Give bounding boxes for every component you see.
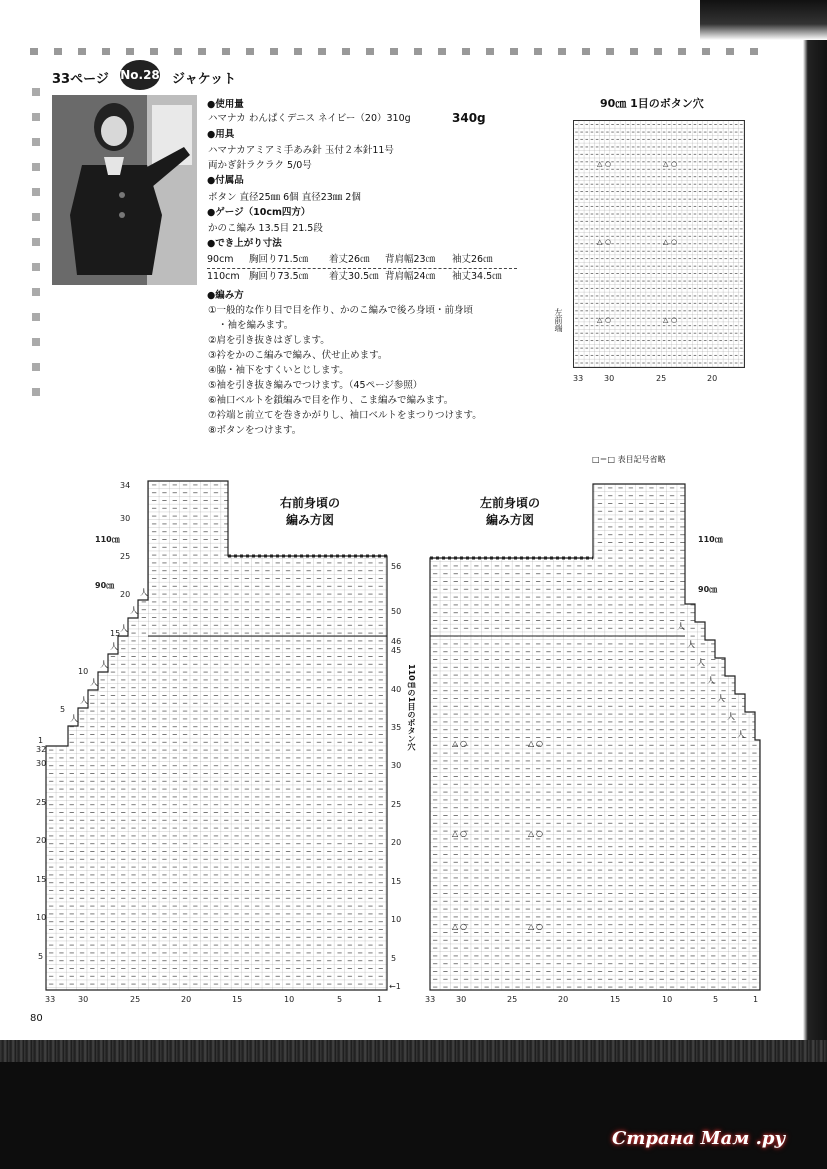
instruction-step: ③衿をかのこ編みで編み、伏せ止めます。 xyxy=(208,350,388,361)
tools-heading: ●用具 xyxy=(207,129,235,140)
yarn-line: ハマナカ わんぱくデニス ネイビー（20）310g xyxy=(208,113,411,124)
svg-text:人: 人 xyxy=(697,658,705,667)
right-stitch-label: 15 xyxy=(232,995,243,1004)
svg-text:○: ○ xyxy=(605,160,612,168)
size-divider xyxy=(207,268,517,269)
size-110-chest: 胸回り73.5㎝ xyxy=(249,271,309,282)
svg-text:○: ○ xyxy=(605,316,612,324)
notions-line: ボタン 直径25㎜ 6個 直径23㎜ 2個 xyxy=(208,192,361,203)
svg-text:△: △ xyxy=(597,316,603,324)
left-stitch-label: 1 xyxy=(753,995,759,1004)
tools-line-2: 両かぎ針ラクラク 5/0号 xyxy=(208,160,312,171)
jacket-photo xyxy=(52,95,197,285)
left-size-110-marker: 110㎝ xyxy=(698,535,723,544)
buttonhole-chart-title: 90㎝ 1目のボタン穴 xyxy=(600,97,704,110)
right-row-label-r: 20 xyxy=(391,838,402,847)
svg-text:人: 人 xyxy=(110,642,118,651)
right-row-label: 25 xyxy=(36,798,47,807)
scan-edge-top xyxy=(700,0,827,40)
right-stitch-label: 25 xyxy=(130,995,141,1004)
right-row-label-r: 25 xyxy=(391,800,402,809)
svg-text:△: △ xyxy=(663,160,669,168)
svg-text:○: ○ xyxy=(536,922,543,931)
size-110-label: 110cm xyxy=(207,271,240,282)
right-row-label: 20 xyxy=(36,836,47,845)
size-90-label: 90cm xyxy=(207,254,234,265)
svg-text:○: ○ xyxy=(671,160,678,168)
right-row-label: 5 xyxy=(60,705,66,714)
bh-stitch-label: 30 xyxy=(604,374,615,383)
instruction-step: ⑥袖口ベルトを鎖編みで目を作り、こま編みで編みます。 xyxy=(208,395,454,406)
watermark-text: Страна Мам .ру xyxy=(612,1128,786,1149)
left-stitch-label: 30 xyxy=(456,995,467,1004)
symbol-legend: □＝□ 表目記号省略 xyxy=(592,455,666,464)
bh-stitch-label: 20 xyxy=(707,374,718,383)
scan-edge-right xyxy=(795,40,827,1040)
svg-text:○: ○ xyxy=(460,922,467,931)
item-name: ジャケット xyxy=(172,72,237,87)
size-110-shoulder: 背肩幅24㎝ xyxy=(385,271,436,282)
left-front-title xyxy=(455,495,565,530)
svg-text:○: ○ xyxy=(671,238,678,246)
svg-text:△: △ xyxy=(528,829,535,838)
instructions-list xyxy=(208,306,528,441)
right-row-label-r: 45 xyxy=(391,646,402,655)
left-front-title-line-2: 編み方図 xyxy=(485,513,534,528)
svg-text:△: △ xyxy=(597,238,603,246)
size-90-length: 着丈26㎝ xyxy=(329,254,370,265)
size-110-length: 着丈30.5㎝ xyxy=(329,271,379,282)
instruction-step: ⑧ボタンをつけます。 xyxy=(208,425,302,436)
right-row-label: 34 xyxy=(120,481,131,490)
side-ruler-marks xyxy=(30,88,44,408)
right-stitch-label: 30 xyxy=(78,995,89,1004)
notions-heading: ●付属品 xyxy=(207,175,244,186)
svg-text:○: ○ xyxy=(605,238,612,246)
left-stitch-label: 25 xyxy=(507,995,518,1004)
left-front-chart xyxy=(420,478,765,1008)
right-row-label: 30 xyxy=(120,514,131,523)
svg-text:○: ○ xyxy=(460,739,467,748)
right-stitch-label: 33 xyxy=(45,995,56,1004)
svg-text:○: ○ xyxy=(536,739,543,748)
buttonhole-chart-svg xyxy=(574,121,744,367)
left-size-90-marker: 90㎝ xyxy=(698,585,718,594)
svg-text:人: 人 xyxy=(727,712,735,721)
size-90-sleeve: 袖丈26㎝ xyxy=(452,254,493,265)
left-stitch-label: 5 xyxy=(713,995,719,1004)
bh-stitch-label: 33 xyxy=(573,374,584,383)
right-row-label: 10 xyxy=(36,913,47,922)
model-badge xyxy=(120,60,160,90)
right-row-label: 25 xyxy=(120,552,131,561)
left-stitch-label: 10 xyxy=(662,995,673,1004)
right-stitch-label: 5 xyxy=(337,995,343,1004)
instruction-step: ・袖を編みます。 xyxy=(218,320,294,331)
right-row-label-r: 35 xyxy=(391,723,402,732)
instructions-heading: ●編み方 xyxy=(207,290,244,301)
svg-text:△: △ xyxy=(663,238,669,246)
instruction-step: ②肩を引き抜きはぎします。 xyxy=(208,335,330,346)
svg-text:人: 人 xyxy=(70,714,78,723)
svg-text:△: △ xyxy=(452,922,459,931)
right-row-label-r: 56 xyxy=(391,562,402,571)
svg-text:△: △ xyxy=(452,829,459,838)
right-row-label-r: 15 xyxy=(391,877,402,886)
gauge-line: かのこ編み 13.5目 21.5段 xyxy=(208,223,323,234)
instruction-step: ⑤袖を引き抜き編みでつけます。（45ページ参照） xyxy=(208,380,423,391)
right-row-label-r: 5 xyxy=(391,954,397,963)
right-row-label-r: 40 xyxy=(391,685,402,694)
svg-text:人: 人 xyxy=(120,624,128,633)
jacket-photo-illustration xyxy=(52,95,197,285)
svg-text:△: △ xyxy=(663,316,669,324)
yarn-total: 340g xyxy=(452,111,486,125)
page-number: 80 xyxy=(30,1013,43,1024)
svg-text:人: 人 xyxy=(80,696,88,705)
right-row-label: 30 xyxy=(36,759,47,768)
svg-text:人: 人 xyxy=(677,622,685,631)
size-row-90 xyxy=(207,255,517,269)
instruction-step: ④脇・袖下をすくいとじします。 xyxy=(208,365,349,376)
right-row-label-r: 10 xyxy=(391,915,402,924)
right-front-title xyxy=(255,495,365,530)
right-row-label-r: 46 xyxy=(391,637,402,646)
right-row-label: 10 xyxy=(78,667,89,676)
svg-text:人: 人 xyxy=(707,676,715,685)
model-number: No.28 xyxy=(120,68,160,82)
svg-text:△: △ xyxy=(452,739,459,748)
right-front-title-line-1: 右前身頃の xyxy=(279,496,340,510)
svg-text:人: 人 xyxy=(687,640,695,649)
svg-text:人: 人 xyxy=(737,730,745,739)
right-row-label: 32 xyxy=(36,745,47,754)
right-row-label-r: 30 xyxy=(391,761,402,770)
right-front-chart xyxy=(30,478,410,1008)
left-stitch-label: 20 xyxy=(558,995,569,1004)
buttonhole-chart-grid xyxy=(573,120,745,368)
side-ruler xyxy=(30,88,44,408)
right-row-label: 1 xyxy=(38,736,44,745)
right-stitch-label: 20 xyxy=(181,995,192,1004)
right-row-label: 20 xyxy=(120,590,131,599)
right-stitch-label: 1 xyxy=(377,995,383,1004)
right-size-90-marker: 90㎝ xyxy=(95,581,115,590)
size-90-chest: 胸回り71.5㎝ xyxy=(249,254,309,265)
tools-line-1: ハマナカアミアミ手あみ針 玉付２本針11号 xyxy=(208,145,394,156)
instruction-step: ①一般的な作り目で目を作り、かのこ編みで後ろ身頃・前身頃 xyxy=(208,305,474,316)
left-buttonhole-note: 110㎝の1目のボタン穴 xyxy=(407,664,416,751)
svg-text:○: ○ xyxy=(460,829,467,838)
header-ruler xyxy=(30,42,770,52)
right-front-chart-svg xyxy=(30,478,410,1008)
right-row-label-r: 50 xyxy=(391,607,402,616)
yarn-heading: ●使用量 xyxy=(207,99,244,110)
header-ruler-marks xyxy=(30,47,770,57)
svg-text:○: ○ xyxy=(671,316,678,324)
size-110-sleeve: 袖丈34.5㎝ xyxy=(452,271,502,282)
size-90-shoulder: 背肩幅23㎝ xyxy=(385,254,436,265)
right-arrow-label: ←1 xyxy=(389,982,401,991)
buttonhole-side-label: 左前端 xyxy=(554,308,563,332)
instruction-step: ⑦衿端と前立てを巻きかがりし、袖口ベルトをまつりつけます。 xyxy=(208,410,482,421)
right-stitch-label: 10 xyxy=(284,995,295,1004)
page-ref: 33ページ xyxy=(52,72,109,87)
left-front-title-line-1: 左前身頃の xyxy=(479,496,540,510)
svg-text:△: △ xyxy=(528,739,535,748)
right-row-label: 5 xyxy=(38,952,44,961)
left-stitch-label: 33 xyxy=(425,995,436,1004)
scan-bottom-noise xyxy=(0,1040,827,1062)
bh-stitch-label: 25 xyxy=(656,374,667,383)
gauge-heading: ●ゲージ（10cm四方） xyxy=(207,207,311,218)
svg-text:人: 人 xyxy=(140,588,148,597)
watermark xyxy=(612,1128,785,1149)
left-stitch-label: 15 xyxy=(610,995,621,1004)
svg-text:○: ○ xyxy=(536,829,543,838)
svg-text:△: △ xyxy=(528,922,535,931)
right-row-label: 15 xyxy=(36,875,47,884)
svg-text:人: 人 xyxy=(100,660,108,669)
size-row-110 xyxy=(207,272,517,286)
svg-text:人: 人 xyxy=(130,606,138,615)
size-heading: ●でき上がり寸法 xyxy=(207,238,282,249)
svg-text:人: 人 xyxy=(90,678,98,687)
svg-text:△: △ xyxy=(597,160,603,168)
right-size-110-marker: 110㎝ xyxy=(95,535,120,544)
right-row-label: 15 xyxy=(110,629,121,638)
svg-text:人: 人 xyxy=(717,694,725,703)
left-front-chart-svg xyxy=(420,478,765,1008)
right-front-title-line-2: 編み方図 xyxy=(285,513,334,528)
